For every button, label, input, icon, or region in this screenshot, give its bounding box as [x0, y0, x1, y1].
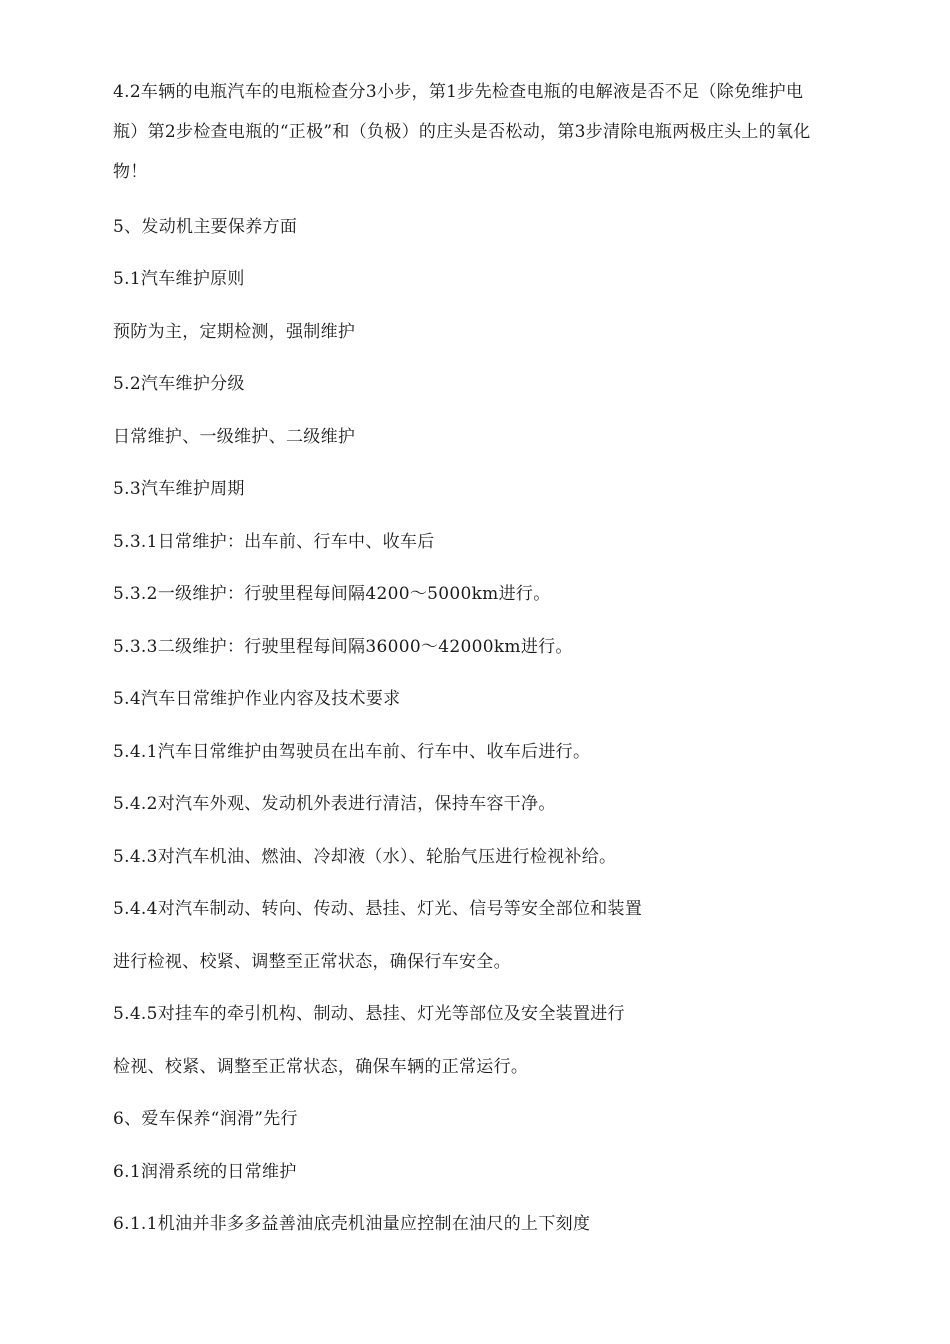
paragraph-5-4-1: 5.4.1汽车日常维护由驾驶员在出车前、行车中、收车后进行。: [113, 742, 591, 762]
heading-section-6: 6、爱车保养“润滑”先行: [113, 1109, 298, 1129]
paragraph-4-2: [113, 72, 848, 192]
paragraph-5-4-5-line2: 检视、校紧、调整至正常状态，确保车辆的正常运行。: [113, 1057, 529, 1077]
paragraph-6-1-1: 6.1.1机油并非多多益善油底壳机油量应控制在油尺的上下刻度: [113, 1214, 591, 1234]
heading-5-1: 5.1汽车维护原则: [113, 269, 245, 289]
heading-5-3: 5.3汽车维护周期: [113, 479, 245, 499]
paragraph-line: 物！: [113, 162, 148, 182]
paragraph-5-1: 预防为主，定期检测，强制维护: [113, 322, 356, 342]
heading-5-4: 5.4汽车日常维护作业内容及技术要求: [113, 689, 401, 709]
paragraph-5-4-2: 5.4.2对汽车外观、发动机外表进行清洁，保持车容干净。: [113, 794, 556, 814]
paragraph-5-3-1: 5.3.1日常维护：出车前、行车中、收车后: [113, 532, 435, 552]
paragraph-5-3-3: 5.3.3二级维护：行驶里程每间隔36000～42000km进行。: [113, 637, 573, 657]
paragraph-5-4-5-line1: 5.4.5对挂车的牵引机构、制动、悬挂、灯光等部位及安全装置进行: [113, 1004, 625, 1024]
paragraph-5-3-2: 5.3.2一级维护：行驶里程每间隔4200～5000km进行。: [113, 584, 551, 604]
heading-section-5: 5、发动机主要保养方面: [113, 217, 298, 237]
paragraph-5-2: 日常维护、一级维护、二级维护: [113, 427, 356, 447]
paragraph-line: 瓶）第2步检查电瓶的“正极”和（负极）的庄头是否松动，第3步清除电瓶两极庄头上的氧化: [113, 122, 811, 142]
heading-6-1: 6.1润滑系统的日常维护: [113, 1162, 297, 1182]
paragraph-line: 4.2车辆的电瓶汽车的电瓶检查分3小步，第1步先检查电瓶的电解液是否不足（除免维护电: [113, 82, 804, 102]
paragraph-5-4-4-line1: 5.4.4对汽车制动、转向、传动、悬挂、灯光、信号等安全部位和装置: [113, 899, 643, 919]
heading-5-2: 5.2汽车维护分级: [113, 374, 245, 394]
paragraph-5-4-3: 5.4.3对汽车机油、燃油、冷却液（水）、轮胎气压进行检视补给。: [113, 847, 617, 867]
paragraph-5-4-4-line2: 进行检视、校紧、调整至正常状态，确保行车安全。: [113, 952, 511, 972]
